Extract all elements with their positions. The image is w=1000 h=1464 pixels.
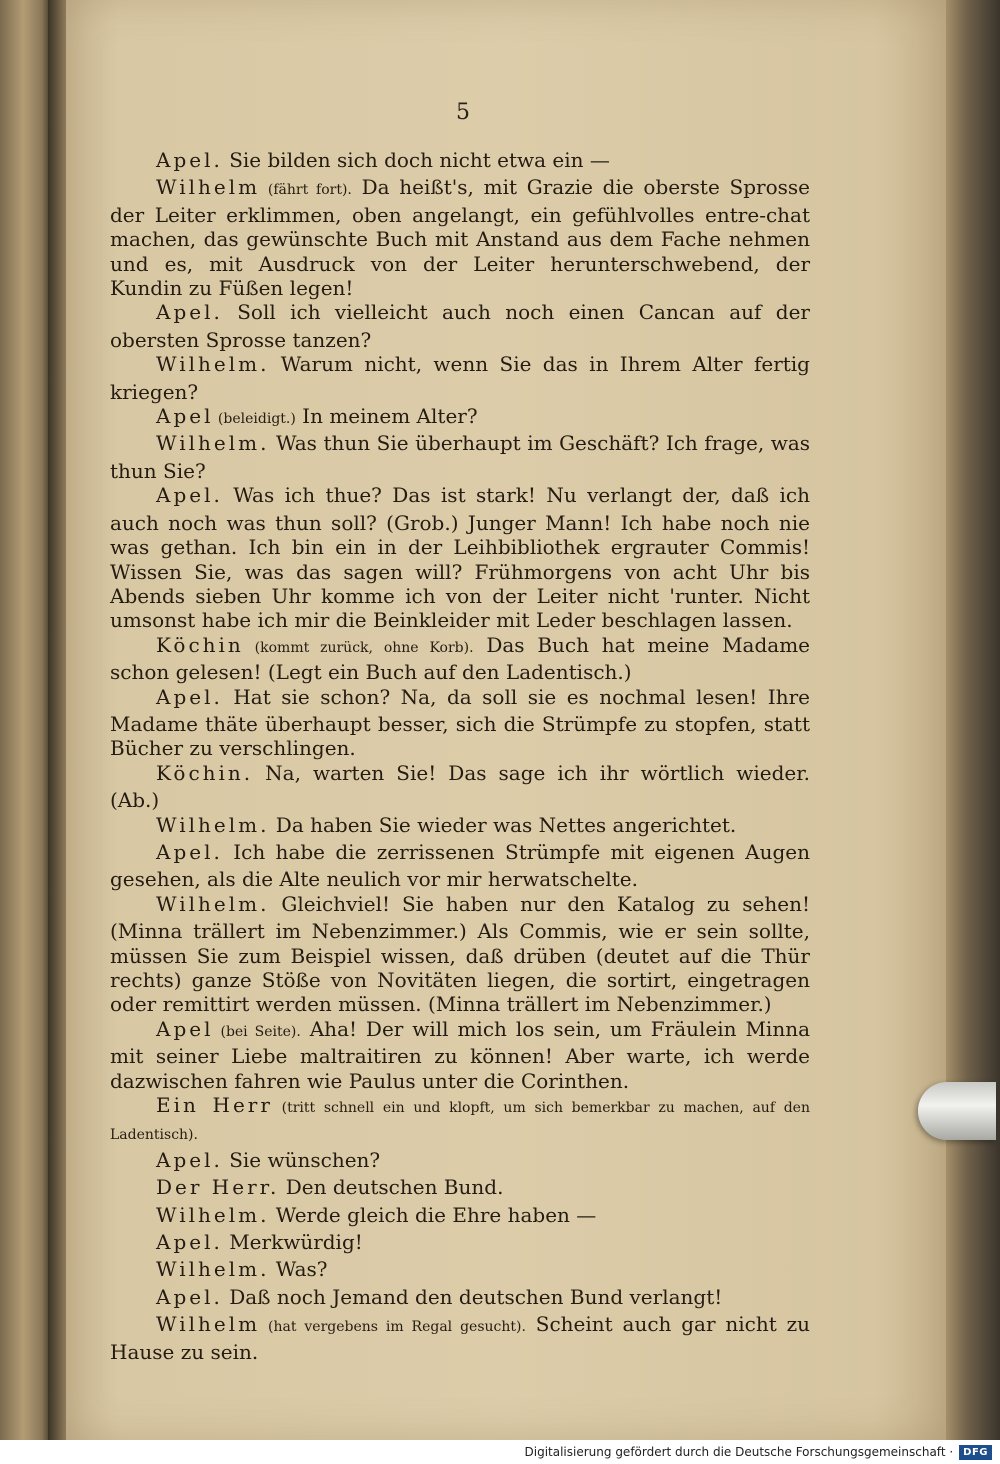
- speaker-name: Apel.: [156, 1147, 223, 1172]
- dialogue: Da haben Sie wieder was Nettes angerichtet.: [269, 812, 737, 837]
- dialogue: In meinem Alter?: [295, 404, 478, 429]
- paragraph: [110, 1285, 810, 1312]
- dialogue: Was ich thue? Das ist stark! Nu verlangt der, daß ich auch noch was thun soll? (Grob.) Junger Mann! Ich habe noch nie was gethan. Ich bin ein in der Leihbibliothek ergrauter Commis! Wissen Sie, was das sagen will? Frühmorgens von acht Uhr bis Abends sieben Uhr komme ich von der Leiter nicht 'runter. Nicht umsonst habe ich mir die Beinkleider mit Leder beschlagen lassen.: [110, 483, 810, 633]
- paragraph: [110, 431, 810, 483]
- paragraph: [110, 1312, 810, 1364]
- stage-direction: (fährt fort).: [260, 182, 352, 199]
- dialogue: Was?: [269, 1257, 328, 1282]
- paragraph: [110, 1148, 810, 1175]
- page-number: 5: [456, 100, 470, 125]
- speaker-name: Wilhelm.: [156, 1202, 270, 1227]
- dialogue: Das Buch hat meine Madame schon gelesen! (Legt ein Buch auf den Ladentisch.): [110, 632, 810, 685]
- speaker-name: Apel.: [156, 839, 223, 864]
- paragraph: [110, 761, 810, 813]
- speaker-name: Ein Herr: [156, 1093, 273, 1118]
- dialogue: Sie bilden sich doch nicht etwa ein —: [222, 148, 610, 172]
- speaker-name: Wilhelm: [156, 1312, 261, 1337]
- paragraph: [110, 1093, 810, 1148]
- dialogue: Sie wünschen?: [222, 1147, 381, 1172]
- dialogue: Scheint auch gar nicht zu Hause zu sein.: [110, 1312, 810, 1364]
- dialogue: Den deutschen Bund.: [279, 1175, 504, 1200]
- speaker-name: Apel.: [156, 300, 223, 325]
- speaker-name: Wilhelm.: [156, 431, 270, 456]
- dialogue: Hat sie schon? Na, da soll sie es nochmal lesen! Ihre Madame thäte überhaupt besser, sich die Strümpfe zu stopfen, statt Bücher zu verschlingen.: [110, 684, 810, 761]
- dialogue: Werde gleich die Ehre haben —: [269, 1202, 597, 1227]
- page-clip: [918, 1082, 996, 1140]
- dialogue: Warum nicht, wenn Sie das in Ihrem Alter fertig kriegen?: [110, 352, 810, 404]
- dialogue: Gleichviel! Sie haben nur den Katalog zu sehen! (Minna trällert im Nebenzimmer.) Als Commis, wie er sein sollte, müssen Sie zum Beispiel wissen, daß drüben (deutet auf die Thür rechts) ganze Stöße von Novitäten liegen, die sortirt, eingetragen oder remittirt werden müssen. (Minna trällert im Nebenzimmer.): [110, 891, 810, 1017]
- speaker-name: Apel: [156, 404, 214, 429]
- speaker-name: Köchin: [156, 632, 244, 657]
- paragraph: [110, 352, 810, 404]
- dialogue: Was thun Sie überhaupt im Geschäft? Ich frage, was thun Sie?: [110, 431, 810, 483]
- speaker-name: Apel.: [156, 684, 223, 709]
- paragraph: [110, 175, 810, 300]
- speaker-name: Wilhelm.: [156, 352, 270, 377]
- play-text: [110, 148, 810, 1364]
- speaker-name: Wilhelm.: [156, 812, 270, 837]
- speaker-name: Wilhelm: [156, 175, 261, 200]
- speaker-name: Apel.: [156, 483, 223, 508]
- speaker-name: Der Herr.: [156, 1175, 280, 1200]
- paragraph: [110, 685, 810, 761]
- paragraph: [110, 404, 810, 431]
- footer-text: Digitalisierung gefördert durch die Deutsche Forschungsgemeinschaft ·: [524, 1445, 954, 1459]
- speaker-name: Apel: [156, 1016, 214, 1041]
- speaker-name: Apel.: [156, 148, 223, 172]
- paragraph: [110, 483, 810, 632]
- dialogue: Ich habe die zerrissenen Strümpfe mit eigenen Augen gesehen, als die Alte neulich vor mir herwatschelte.: [110, 839, 810, 892]
- paragraph: [110, 633, 810, 685]
- dialogue: Na, warten Sie! Das sage ich ihr wörtlich wieder. (Ab.): [110, 760, 810, 813]
- paragraph: [110, 892, 810, 1017]
- stage-direction: (bei Seite).: [213, 1023, 301, 1040]
- paragraph: [110, 300, 810, 352]
- paragraph: [110, 1230, 810, 1257]
- paragraph: [110, 1203, 810, 1230]
- stage-direction: (beleidigt.): [213, 411, 296, 428]
- stage-direction: (tritt schnell ein und klopft, um sich bemerkbar zu machen, auf den Ladentisch).: [110, 1100, 810, 1144]
- dialogue: Daß noch Jemand den deutschen Bund verlangt!: [222, 1284, 723, 1309]
- dialogue: Soll ich vielleicht auch noch einen Cancan auf der obersten Sprosse tanzen?: [110, 300, 810, 352]
- paragraph: [110, 840, 810, 892]
- stage-direction: (kommt zurück, ohne Korb).: [243, 639, 474, 656]
- paragraph: [110, 148, 810, 175]
- speaker-name: Köchin.: [156, 760, 254, 785]
- paragraph: [110, 1257, 810, 1284]
- paragraph: [110, 1017, 810, 1093]
- paragraph: [110, 1175, 810, 1202]
- digitization-footer: [0, 1440, 1000, 1464]
- speaker-name: Wilhelm.: [156, 1257, 270, 1282]
- dialogue: Merkwürdig!: [222, 1230, 363, 1255]
- dialogue: Da heißt's, mit Grazie die oberste Sprosse der Leiter erklimmen, oben angelangt, ein gefühlvolles entre-chat machen, das gewünschte Buch mit Anstand aus dem Fache nehmen und es, mit Ausdruck von der Leiter herunterschwebend, der Kundin zu Füßen legen!: [110, 175, 810, 301]
- stage-direction: (hat vergebens im Regal gesucht).: [260, 1319, 526, 1336]
- left-page-edge: [0, 0, 52, 1440]
- dialogue: Aha! Der will mich los sein, um Fräulein Minna mit seiner Liebe maltraitiren zu können! Aber warte, ich werde dazwischen fahren wie Paulus unter die Corinthen.: [110, 1016, 811, 1093]
- speaker-name: Apel.: [156, 1284, 223, 1309]
- dfg-logo: DFG: [959, 1445, 992, 1460]
- page-right-edge: [946, 0, 1000, 1440]
- speaker-name: Apel.: [156, 1230, 223, 1255]
- paragraph: [110, 813, 810, 840]
- speaker-name: Wilhelm.: [156, 891, 270, 916]
